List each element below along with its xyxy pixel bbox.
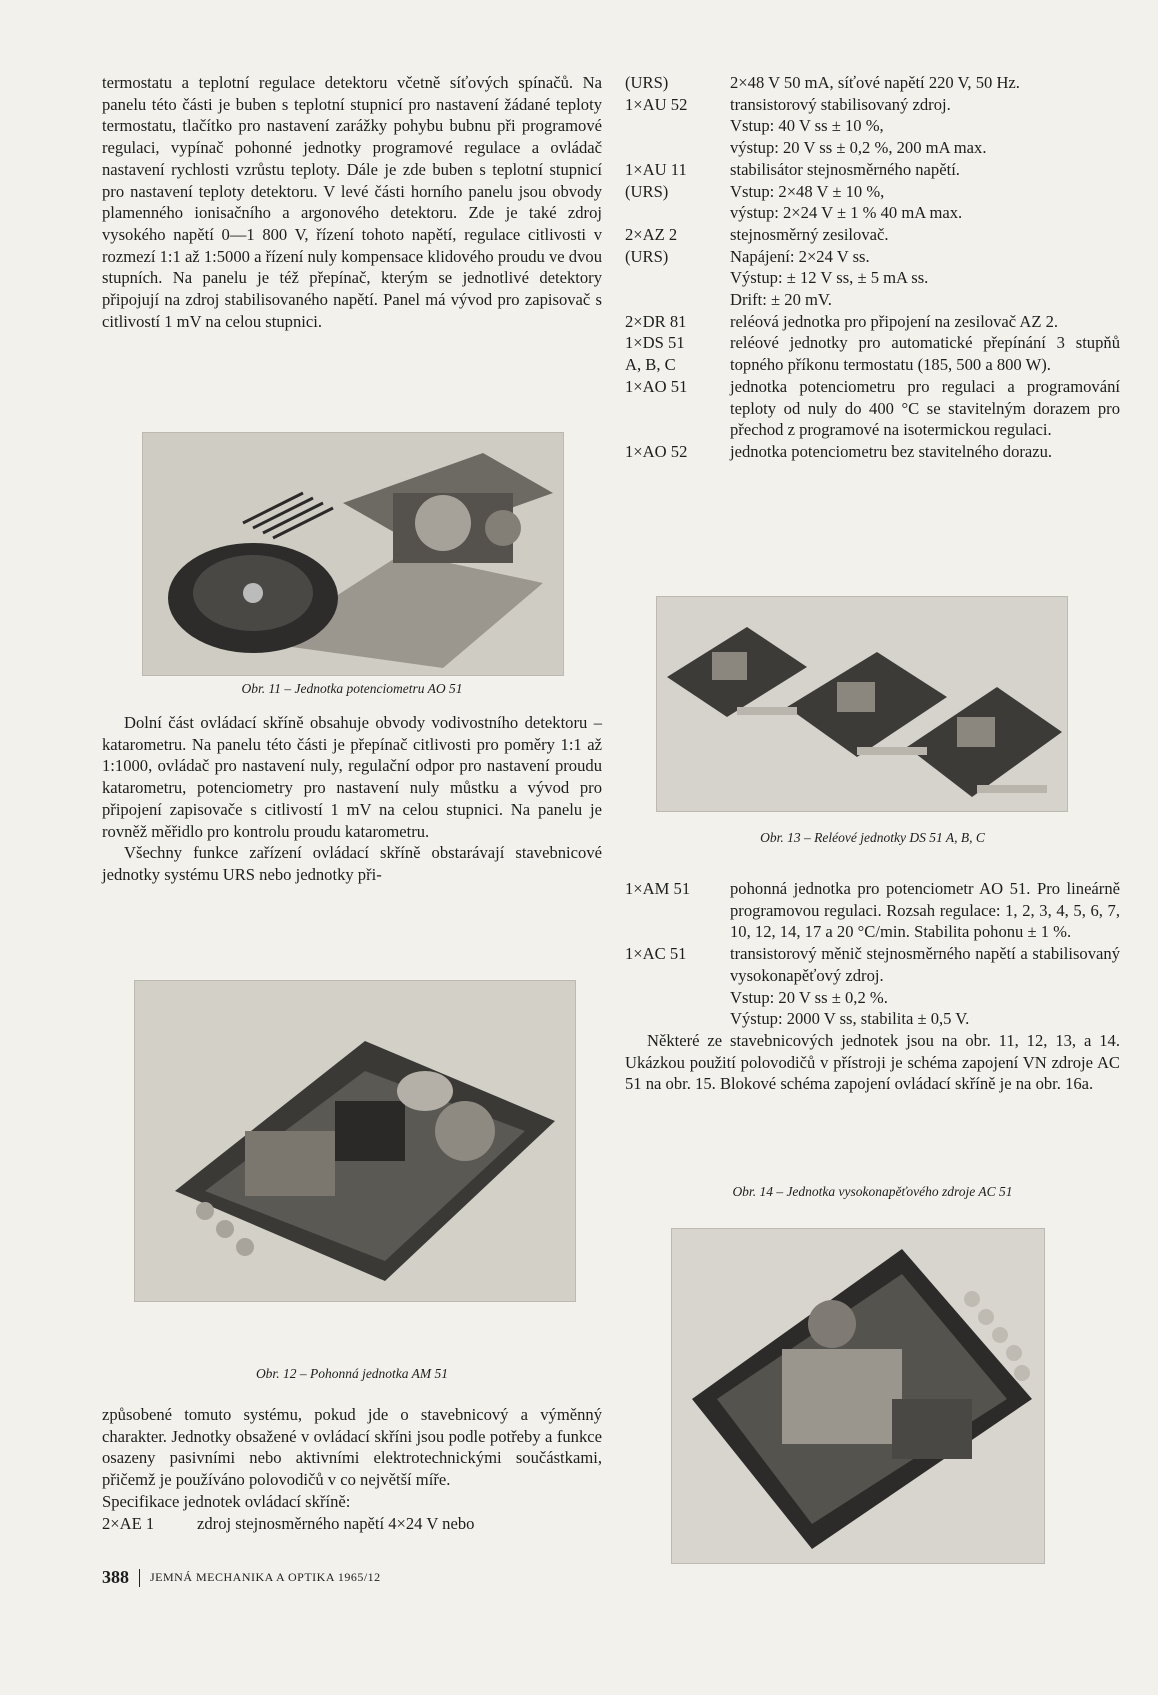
spec-row-ae1 <box>102 1513 602 1535</box>
spec-desc: 2×48 V 50 mA, síťové napětí 220 V, 50 Hz. <box>730 73 1020 92</box>
spec-code: (URS) <box>625 73 669 92</box>
spec-desc: reléové jednotky pro automatické přepínání 3 stupňů topného příkonu termostatu (185, 500 a 800 W). <box>730 333 1120 375</box>
photo-hv-supply-ac51 <box>671 1228 1045 1564</box>
footer-divider <box>139 1569 140 1587</box>
left-column <box>102 72 602 332</box>
spec-desc: transistorový měnič stejnosměrného napětí a stabilisovaný vysokonapěťový zdroj. Vstup: 20 V ss ± 0,2 %. Výstup: 2000 V ss, stabilita ± 0,5 V. <box>730 944 1120 1029</box>
photo-relay-units-ds51 <box>656 596 1068 812</box>
spec-row-ao51 <box>625 376 1120 441</box>
photo-ao51-illustration <box>143 433 563 675</box>
left-column-bottom <box>102 1404 602 1534</box>
spec-code: 2×AE 1 <box>102 1513 155 1533</box>
spec-code: 1×AO 52 <box>625 441 688 461</box>
caption-figure-14: Obr. 14 – Jednotka vysokonapěťového zdroje AC 51 <box>732 1184 1013 1199</box>
spec-row-dr81 <box>625 311 1120 333</box>
spec-row-ac51 <box>625 943 1120 1030</box>
spec-desc: jednotka potenciometru bez stavitelného dorazu. <box>730 441 1053 461</box>
spec-desc: jednotka potenciometru pro regulaci a programování teploty od nuly do 400 °C se stavitelným dorazem pro přechod z programové na isotermickou regulaci. <box>730 376 1120 440</box>
spec-code: 1×AU 11 (URS) <box>625 159 687 201</box>
paragraph-spec-heading: Specifikace jednotek ovládací skříně: <box>102 1491 351 1511</box>
spec-code: 2×AZ 2 (URS) <box>625 224 678 266</box>
spec-code: 1×DS 51 A, B, C <box>625 333 685 375</box>
spec-code: 1×AC 51 <box>625 944 687 964</box>
spec-row-am51 <box>625 878 1120 943</box>
spec-desc: stabilisátor stejnosměrného napětí. Vstup: 2×48 V ± 10 %, výstup: 2×24 V ± 1 % 40 mA max. <box>730 159 963 223</box>
journal-title: JEMNÁ MECHANIKA A OPTIKA 1965/12 <box>150 1570 381 1584</box>
caption-figure-13: Obr. 13 – Reléové jednotky DS 51 A, B, C <box>760 830 985 845</box>
spec-row-au52 <box>625 94 1120 159</box>
spec-desc: stejnosměrný zesilovač. Napájení: 2×24 V ss. Výstup: ± 12 V ss, ± 5 mA ss. Drift: ± 20 mV. <box>730 224 929 310</box>
spec-row-az2 <box>625 224 1120 311</box>
spec-row-au11 <box>625 159 1120 224</box>
page-number: 388 <box>102 1567 129 1587</box>
spec-desc: pohonná jednotka pro potenciometr AO 51. Pro lineárně programovou regulaci. Rozsah regulace: 1, 2, 3, 4, 5, 6, 7, 10, 12, 14, 17 a 20 °C/min. Stabilita pohonu ± 1 %. <box>730 879 1120 942</box>
page-footer <box>102 1567 381 1588</box>
spec-row-urs <box>625 72 1120 94</box>
spec-desc: transistorový stabilisovaný zdroj. Vstup: 40 V ss ± 10 %, výstup: 20 V ss ± 0,2 %, 200 mA max. <box>730 94 987 158</box>
spec-row-ao52 <box>625 441 1120 463</box>
paragraph-figure-references: Některé ze stavebnicových jednotek jsou na obr. 11, 12, 13, a 14. Ukázkou použití polovodičů v přístroji je schéma zapojení VN zdroje AC 51 na obr. 15. Blokové schéma zapojení ovládací skříně je na obr. 16a. <box>625 1030 1120 1094</box>
spec-desc: zdroj stejnosměrného napětí 4×24 V nebo <box>197 1513 475 1533</box>
spec-code: 1×AU 52 <box>625 94 688 114</box>
right-column <box>625 72 1120 463</box>
caption-figure-12: Obr. 12 – Pohonná jednotka AM 51 <box>255 1366 449 1381</box>
photo-drive-unit-am51 <box>134 980 576 1302</box>
photo-am51-illustration <box>135 981 575 1301</box>
left-column-middle <box>102 712 602 886</box>
spec-row-ds51 <box>625 332 1120 375</box>
spec-code: 1×AM 51 <box>625 879 691 898</box>
spec-code: 1×AO 51 <box>625 376 688 396</box>
spec-desc: reléová jednotka pro připojení na zesilovač AZ 2. <box>730 311 1059 331</box>
spec-code: 2×DR 81 <box>625 311 687 331</box>
right-column-middle <box>625 878 1120 1095</box>
photo-ds51-illustration <box>657 597 1067 811</box>
paragraph-thermostat: termostatu a teplotní regulace detektoru včetně síťových spínačů. Na panelu této části je buben s teplotní stupnicí pro nastavení žádané teploty termostatu, tlačítko pro nastavení zarážky pohybu bubnu při programové regulaci, vypínač pohonné jednotky programové regulace a ovládač nastavení rychlosti vzrůstu teploty. Dále je zde buben s teplotní stupnicí pro nastavení teploty detektoru. V levé části horního panelu jsou obvody plamenného ionisačního a argonového detektoru. Zde je také zdroj vysokého napětí 0—1 800 V, řízení tohoto napětí, regulace citlivosti v rozmezí 1:1 až 1:5000 a řízení nuly kompensace klidového proudu ve dvou stupních. Na panelu je též přepínač, kterým se jednotlivé detektory připojují na zdroj stabilisovaného napětí. Panel má vývod pro zapisovač s citlivostí 1 mV na celou stupnici. <box>102 73 602 331</box>
paragraph-system-character: způsobené tomuto systému, pokud jde o stavebnicový a výměnný charakter. Jednotky obsažené v ovládací skříni jsou podle potřeby a funkce osazeny pasivními nebo aktivními elektrotechnickými součástkami, přičemž je používáno polovodičů v co největší míře. <box>102 1405 602 1490</box>
paragraph-katarometer: Dolní část ovládací skříně obsahuje obvody vodivostního detektoru – katarometru. Na panelu této části je přepínač citlivosti pro poměry 1:1 až 1:1000, ovládač pro nastavení nuly, regulační odpor pro nastavení proudu katarometru, potenciometry pro nastavení nuly můstku a vývod pro připojení zapisovače s citlivostí 1 mV na celou stupnici. Na panelu je rovněž měřidlo pro kontrolu proudu katarometru. <box>102 713 602 841</box>
paragraph-urs-units: Všechny funkce zařízení ovládací skříně obstarávají stavebnicové jednotky systému URS nebo jednotky při- <box>102 843 602 884</box>
photo-ac51-illustration <box>672 1229 1044 1563</box>
photo-potentiometer-unit-ao51 <box>142 432 564 676</box>
caption-figure-11: Obr. 11 – Jednotka potenciometru AO 51 <box>241 681 463 696</box>
